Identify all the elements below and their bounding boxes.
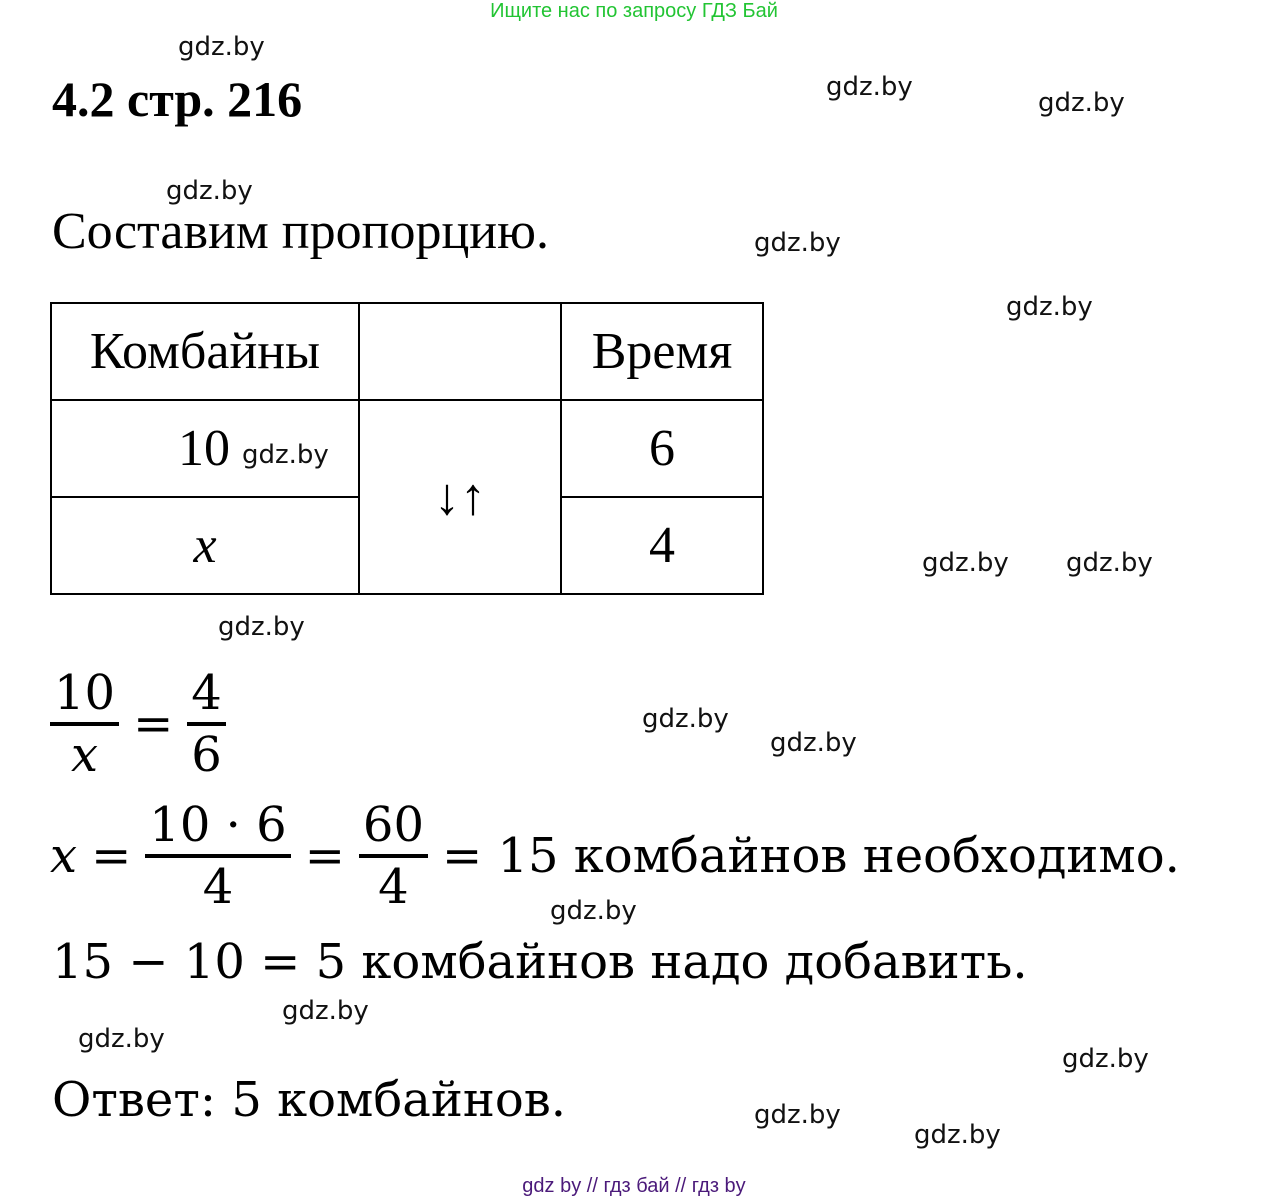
search-banner: Ищите нас по запросу ГДЗ Бай [490,0,778,22]
frac-num: 10 [50,664,119,726]
cell-combines-2: x [51,497,359,594]
answer: Ответ: 5 комбайнов. [52,1072,567,1128]
cell-combines-1: 10 [51,400,359,497]
intro-text: Составим пропорцию. [52,203,549,260]
watermark: gdz.by [242,440,329,470]
relation-arrows: ↓↑ [359,400,561,594]
frac-num: 10 · 6 [145,796,290,858]
proportion-equation [50,664,226,784]
frac-num: 4 [187,664,226,726]
result-text: = 15 комбайнов необходимо. [441,828,1180,884]
watermark: gdz.by [914,1120,1001,1150]
watermark: gdz.by [178,32,265,62]
frac-den: 6 [191,727,222,783]
watermark: gdz.by [218,612,305,642]
watermark: gdz.by [282,996,369,1026]
watermark: gdz.by [550,896,637,926]
proportion-table [50,302,764,595]
watermark: gdz.by [754,228,841,258]
equals: = [304,828,345,884]
step-two: 15 − 10 = 5 комбайнов надо добавить. [52,934,1028,990]
header-combines: Комбайны [51,303,359,400]
watermark: gdz.by [166,176,253,206]
equals: = [91,828,132,884]
watermark: gdz.by [1006,292,1093,322]
watermark: gdz.by [754,1100,841,1130]
cell-time-2: 4 [561,497,763,594]
variable: x [50,828,78,884]
footer-banner: gdz by // гдз бай // гдз by [522,1175,746,1197]
frac-den: 4 [202,859,234,915]
watermark: gdz.by [770,728,857,758]
watermark: gdz.by [642,704,729,734]
watermark: gdz.by [1038,88,1125,118]
watermark: gdz.by [1062,1044,1149,1074]
watermark: gdz.by [1066,548,1153,578]
watermark: gdz.by [826,72,913,102]
frac-den: 4 [378,859,409,915]
frac-den: x [71,727,99,783]
page-title: 4.2 стр. 216 [52,71,303,127]
watermark: gdz.by [922,548,1009,578]
watermark: gdz.by [78,1024,165,1054]
header-time: Время [561,303,763,400]
equals: = [133,696,174,752]
frac-num: 60 [359,796,428,858]
cell-time-1: 6 [561,400,763,497]
header-empty [359,303,561,400]
